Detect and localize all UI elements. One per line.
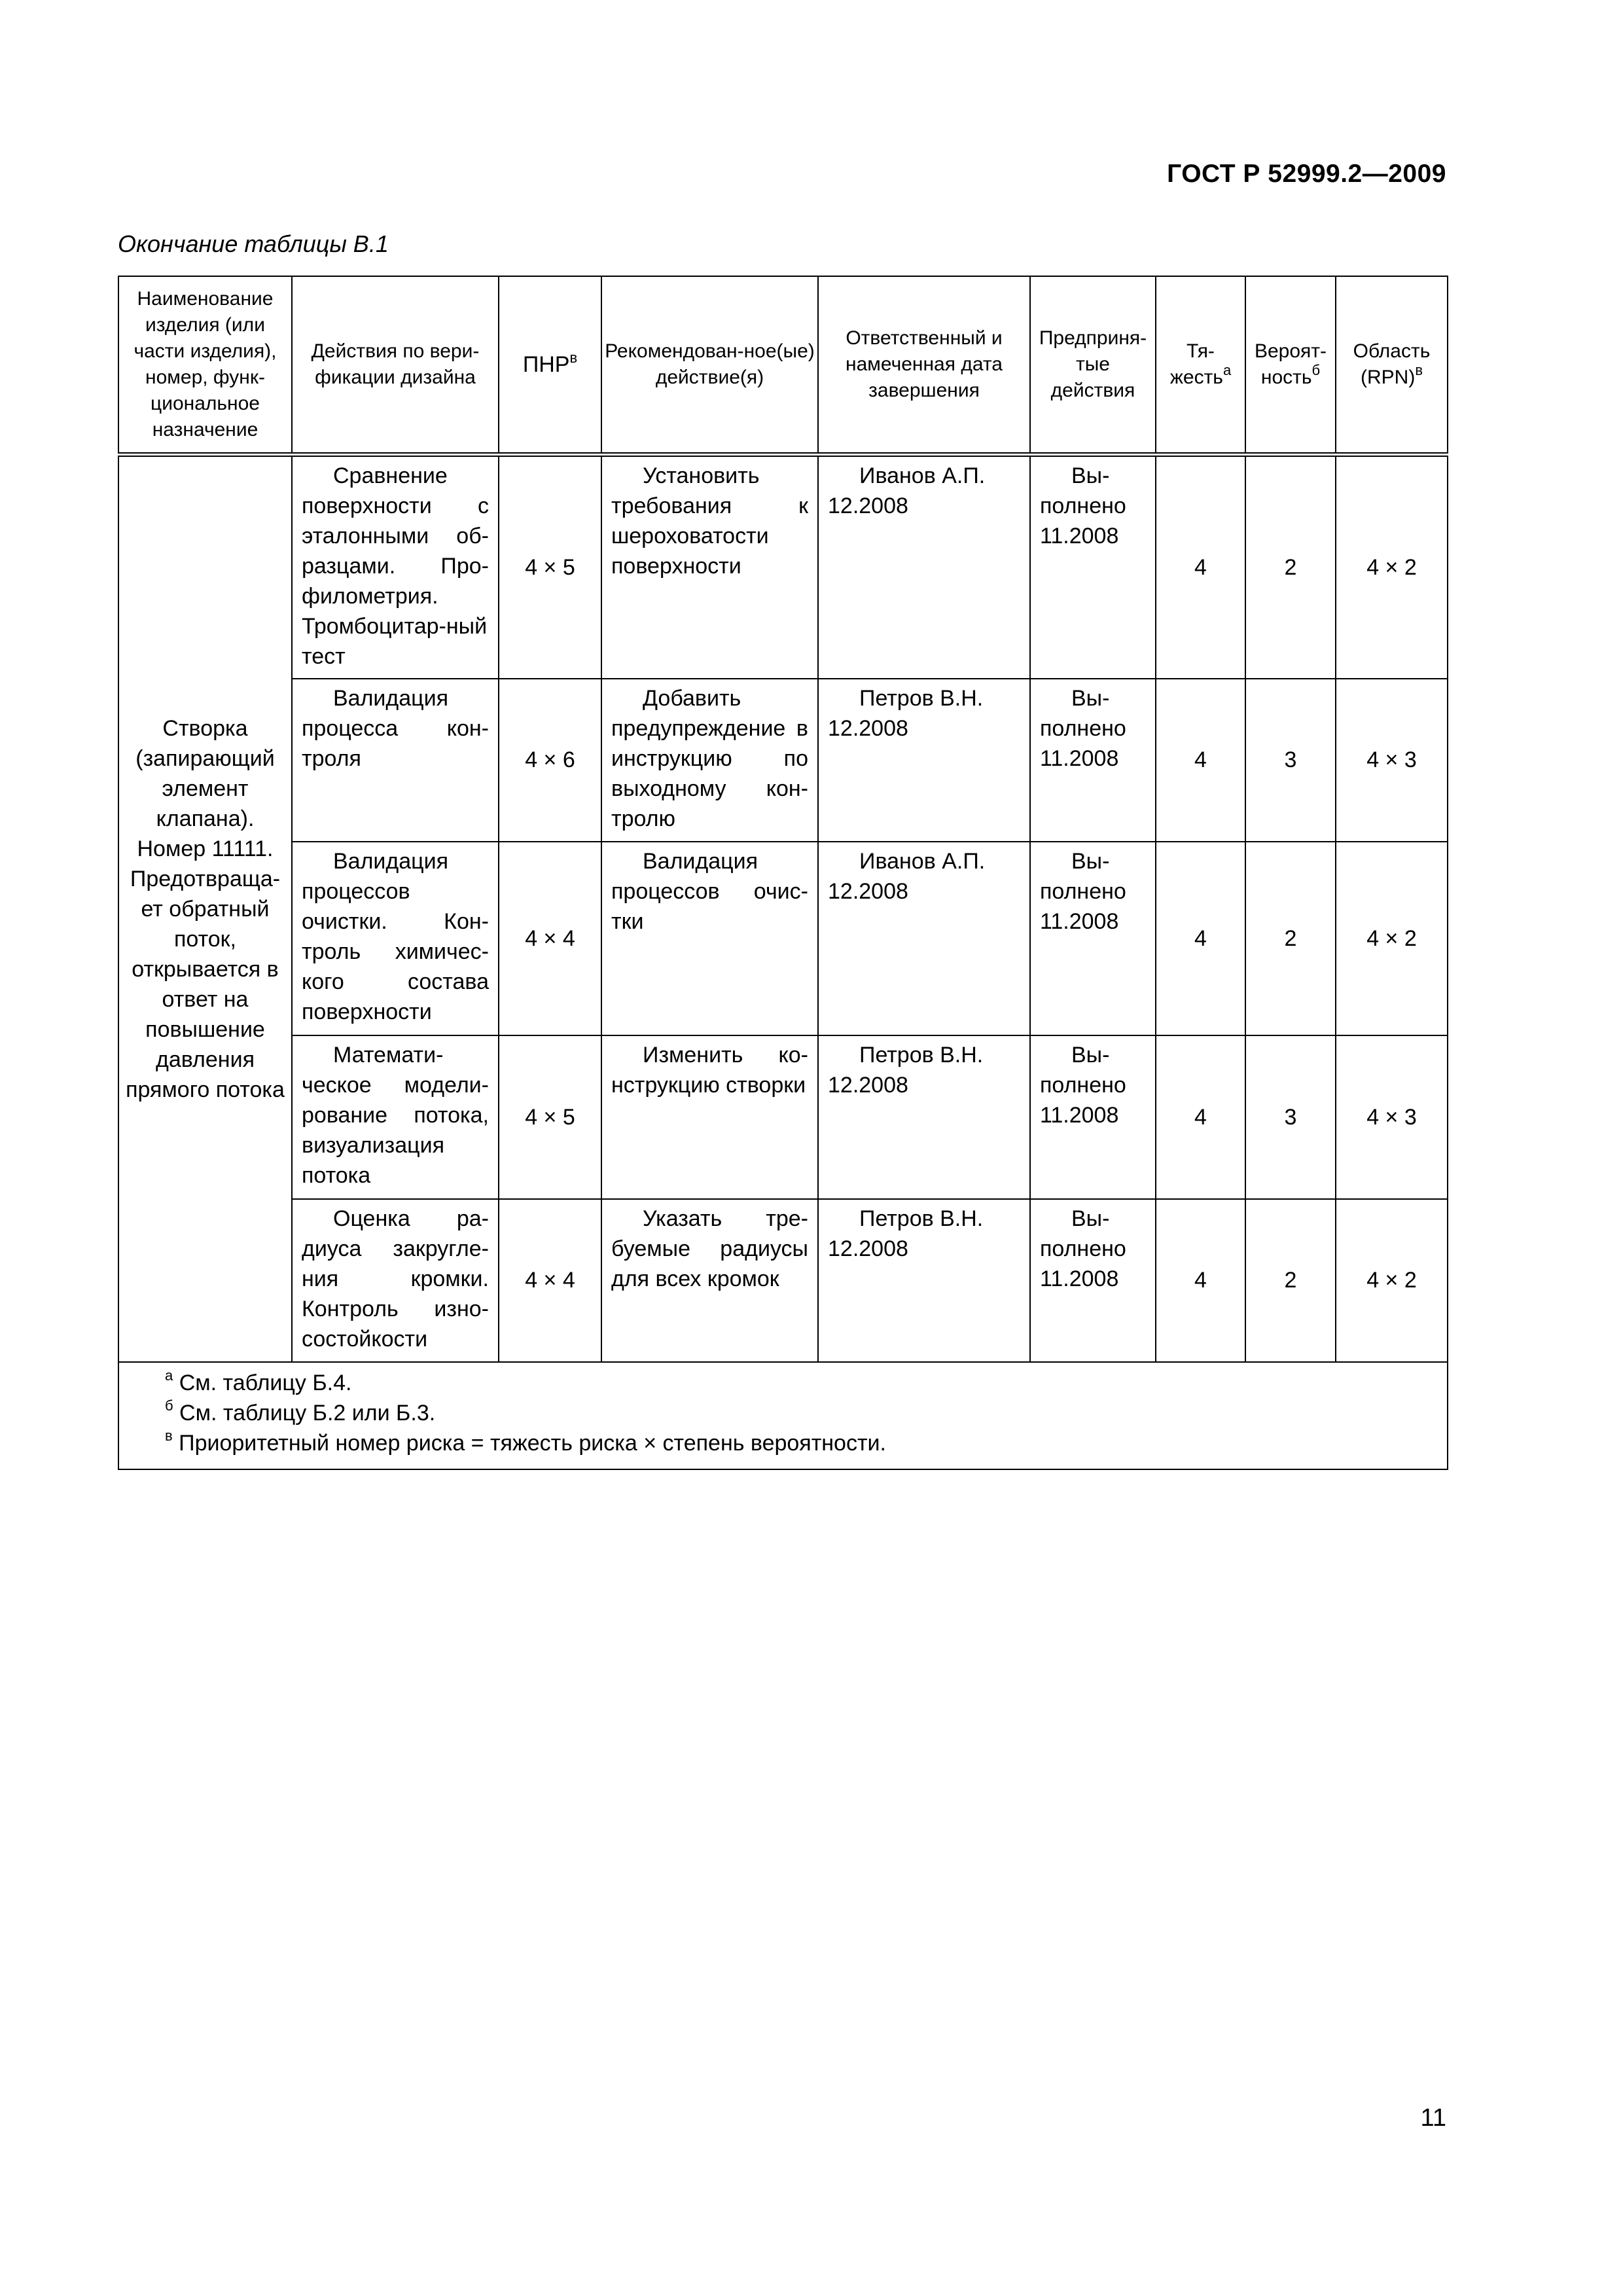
header-rpn: Область (RPN)$^в$ xyxy=(1336,276,1448,455)
rpn-cell: 4 × 2 xyxy=(1336,842,1448,1035)
rpn-cell: 4 × 3 xyxy=(1336,679,1448,842)
severity-cell: 4 xyxy=(1156,1199,1245,1362)
header-probability: Вероят-ность$^б$ xyxy=(1245,276,1336,455)
fmea-table xyxy=(118,276,1448,1470)
recommended-cell: Добавить предупреждение в инструкцию по выходному кон-тролю xyxy=(601,679,818,842)
responsible-cell: Иванов А.П. 12.2008 xyxy=(818,455,1030,679)
action-cell: Математи-ческое модели-рование потока, визуализация потока xyxy=(292,1035,499,1199)
table-row xyxy=(118,1199,1448,1362)
taken-cell: Вы-полнено 11.2008 xyxy=(1030,842,1156,1035)
table-row xyxy=(118,679,1448,842)
pnr-cell: 4 × 5 xyxy=(499,455,601,679)
rpn-cell: 4 × 2 xyxy=(1336,455,1448,679)
action-cell: Валидация процесса кон-троля xyxy=(292,679,499,842)
taken-cell: Вы-полнено 11.2008 xyxy=(1030,1199,1156,1362)
pnr-cell: 4 × 4 xyxy=(499,1199,601,1362)
pnr-cell: 4 × 4 xyxy=(499,842,601,1035)
table-caption: Окончание таблицы В.1 xyxy=(118,230,389,257)
page-number: 11 xyxy=(1420,2104,1446,2132)
severity-cell: 4 xyxy=(1156,842,1245,1035)
item-cell: Створка (запирающий элемент клапана). Номер 11111. Предотвраща-ет обратный поток, открывается в ответ на повышение давления прямого потока xyxy=(118,455,292,1362)
taken-cell: Вы-полнено 11.2008 xyxy=(1030,679,1156,842)
header-row xyxy=(118,276,1448,455)
action-cell: Оценка ра-диуса закругле-ния кромки. Контроль изно-состойкости xyxy=(292,1199,499,1362)
document-code: ГОСТ Р 52999.2—2009 xyxy=(1167,160,1446,188)
header-responsible: Ответственный и намеченная дата завершения xyxy=(818,276,1030,455)
recommended-cell: Изменить ко-нструкцию створки xyxy=(601,1035,818,1199)
probability-cell: 3 xyxy=(1245,1035,1336,1199)
taken-cell: Вы-полнено 11.2008 xyxy=(1030,1035,1156,1199)
taken-cell: Вы-полнено 11.2008 xyxy=(1030,455,1156,679)
note-a: $^а$ См. таблицу Б.4. xyxy=(165,1367,352,1395)
probability-cell: 2 xyxy=(1245,455,1336,679)
notes-row xyxy=(118,1362,1448,1469)
probability-cell: 2 xyxy=(1245,1199,1336,1362)
pnr-cell: 4 × 6 xyxy=(499,679,601,842)
header-recommended: Рекомендован-ное(ые) действие(я) xyxy=(601,276,818,455)
header-severity: Тя-жесть$^а$ xyxy=(1156,276,1245,455)
responsible-cell: Иванов А.П. 12.2008 xyxy=(818,842,1030,1035)
rpn-cell: 4 × 2 xyxy=(1336,1199,1448,1362)
responsible-cell: Петров В.Н. 12.2008 xyxy=(818,1035,1030,1199)
action-cell: Валидация процессов очистки. Кон-троль химичес-кого состава поверхности xyxy=(292,842,499,1035)
pnr-cell: 4 × 5 xyxy=(499,1035,601,1199)
recommended-cell: Валидация процессов очис-тки xyxy=(601,842,818,1035)
recommended-cell: Указать тре-буемые радиусы для всех кромок xyxy=(601,1199,818,1362)
note-v: $^в$ Приоритетный номер риска = тяжесть риска × степень вероятности. xyxy=(165,1427,886,1456)
header-taken: Предприня-тые действия xyxy=(1030,276,1156,455)
severity-cell: 4 xyxy=(1156,455,1245,679)
table-row xyxy=(118,1035,1448,1199)
table-row xyxy=(118,455,1448,679)
recommended-cell: Установить требования к шероховатости поверхности xyxy=(601,455,818,679)
header-item: Наименование изделия (или части изделия), номер, функ-циональное назначение xyxy=(118,276,292,455)
table-notes xyxy=(118,1362,1448,1469)
header-action: Действия по вери-фикации дизайна xyxy=(292,276,499,455)
probability-cell: 3 xyxy=(1245,679,1336,842)
severity-cell: 4 xyxy=(1156,679,1245,842)
rpn-cell: 4 × 3 xyxy=(1336,1035,1448,1199)
table-row xyxy=(118,842,1448,1035)
header-pnr: $ПНР^в$ xyxy=(499,276,601,455)
probability-cell: 2 xyxy=(1245,842,1336,1035)
note-b: $^б$ См. таблицу Б.2 или Б.3. xyxy=(165,1397,436,1426)
responsible-cell: Петров В.Н. 12.2008 xyxy=(818,679,1030,842)
action-cell: Сравнение поверхности с эталонными об-разцами. Про-филометрия. Тромбоцитар-ный тест xyxy=(292,455,499,679)
responsible-cell: Петров В.Н. 12.2008 xyxy=(818,1199,1030,1362)
severity-cell: 4 xyxy=(1156,1035,1245,1199)
